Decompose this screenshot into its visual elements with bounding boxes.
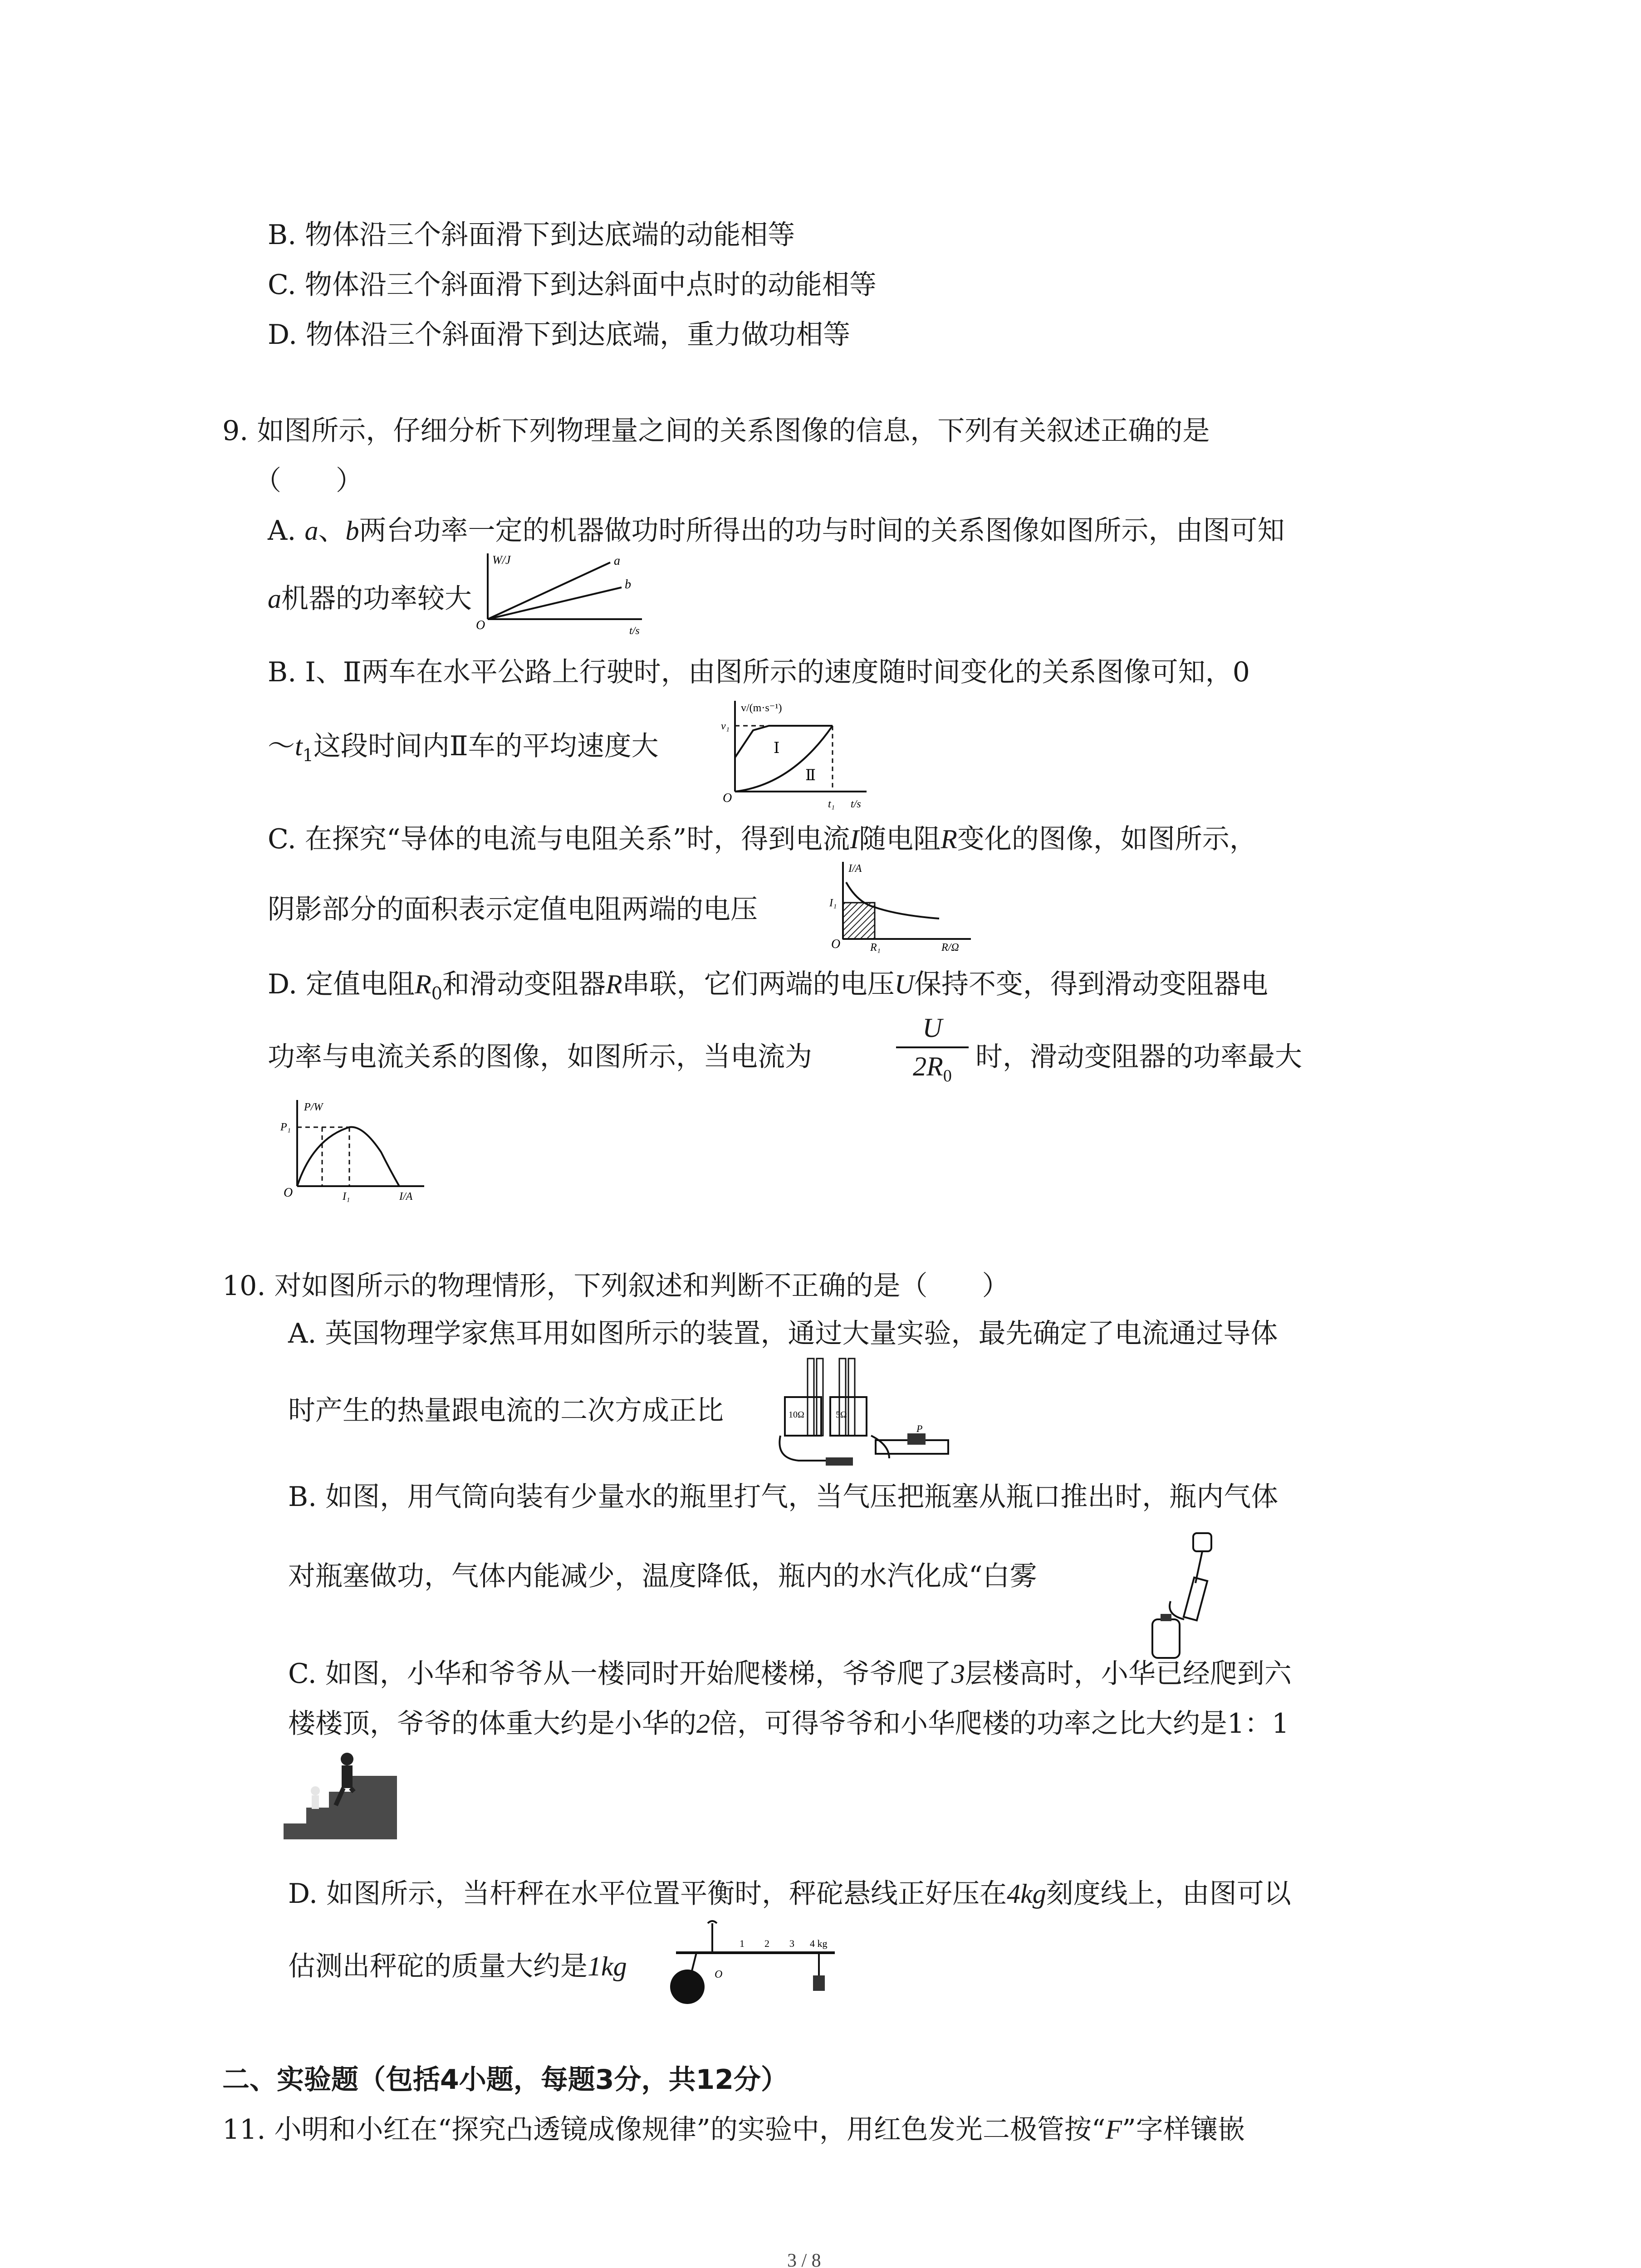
q9b-velocity-time-graph [715,699,869,810]
q9b-t1-label: t₁ [828,798,835,810]
joule-apparatus-image [771,1354,962,1467]
joule-resistor-10-label: 10Ω [789,1410,804,1420]
q9b-region-2-label: Ⅱ [805,767,816,784]
q9b-x-label: t/s [851,798,861,810]
steelyard-tick-4kg: 4 kg [810,1938,828,1949]
q10-option-d-line1: D. 如图所示，当杆秤在水平位置平衡时，秤砣悬线正好压在4kg刻度线上，由图可以 [288,1878,1291,1910]
q9a-line-a-label: a [614,554,620,568]
q9b-origin-label: O [723,791,732,805]
steelyard-tick-1: 1 [740,1938,745,1949]
q9c-x-label: R/Ω [941,942,959,953]
q9d-power-current-graph [277,1098,431,1202]
stair-climbing-image [284,1751,397,1842]
q8-option-d: D. 物体沿三个斜面滑下到达底端，重力做功相等 [268,319,851,351]
q9-option-a-line1: A. a、b两台功率一定的机器做功时所得出的功与时间的关系图像如图所示，由图可知 [268,515,1285,547]
q9-option-b-line1: B. Ⅰ、Ⅱ两车在水平公路上行驶时，由图所示的速度随时间变化的关系图像可知，0 [268,656,1250,688]
q9a-y-label: W/J [492,553,511,567]
q9b-v1-label: v₁ [721,720,730,732]
q9c-y-label: I/A [848,863,862,875]
q9d-y-label: P/W [304,1101,323,1113]
q9-option-d-line2b: 时，滑动变阻器的功率最大 [975,1041,1302,1073]
q9c-current-resistance-graph [826,857,975,955]
q8-option-b: B. 物体沿三个斜面滑下到达底端的动能相等 [268,219,795,251]
section-2-heading: 二、实验题（包括4小题，每题3分，共12分） [222,2064,788,2096]
q9d-x-label: I/A [399,1191,413,1202]
q9c-r1-label: R₁ [870,942,881,953]
q9-option-c-line2: 阴影部分的面积表示定值电阻两端的电压 [268,894,758,925]
q9a-origin-label: O [476,618,485,632]
steelyard-tick-2: 2 [764,1938,769,1949]
q9d-fraction: U $2R_0$ [896,1012,969,1086]
q9c-shaded-area [843,903,875,939]
q10-option-a-line2: 时产生的热量跟电流的二次方成正比 [288,1395,724,1427]
q10-option-c-line2: 楼楼顶，爷爷的体重大约是小华的2倍，可得爷爷和小华爬楼的功率之比大约是1：1 [288,1708,1289,1740]
q9b-y-label: v/(m·s⁻¹) [741,702,782,714]
q10-option-b-line1: B. 如图，用气筒向装有少量水的瓶里打气，当气压把瓶塞从瓶口推出时，瓶内气体 [288,1481,1279,1513]
q10-stem: 10. 对如图所示的物理情形，下列叙述和判断不正确的是（ ） [222,1270,1009,1302]
q9a-work-time-graph [474,551,656,635]
q9-answer-paren: （ ） [254,465,363,497]
q9-stem: 9. 如图所示，仔细分析下列物理量之间的关系图像的信息，下列有关叙述正确的是 [222,415,1210,447]
q9d-i1-label: I₁ [343,1191,350,1202]
q9-option-a-line2: a机器的功率较大 [268,583,472,615]
joule-slider-label: P [916,1423,923,1434]
bottle-pump-image [1139,1529,1248,1660]
q10-option-d-line2: 估测出秤砣的质量大约是1kg [288,1950,627,1982]
steelyard-pivot-label: O [715,1969,723,1980]
q9a-line-b-label: b [625,577,631,591]
q10-option-c-line1: C. 如图，小华和爷爷从一楼同时开始爬楼梯，爷爷爬了3层楼高时，小华已经爬到六 [288,1658,1292,1690]
q9-option-b-line2: $\sim t_1$这段时间内Ⅱ车的平均速度大 [268,730,659,765]
q9c-i1-label: I₁ [829,897,837,909]
q9-option-d-line1: D. 定值电阻$R_0$和滑动变阻器R串联，它们两端的电压U保持不变，得到滑动变阻器电 [268,968,1268,1003]
steelyard-image [671,1919,844,2009]
q10-option-a-line1: A. 英国物理学家焦耳用如图所示的装置，通过大量实验，最先确定了电流通过导体 [288,1318,1278,1349]
q8-option-c: C. 物体沿三个斜面滑下到达斜面中点时的动能相等 [268,269,877,301]
q9a-x-label: t/s [629,625,640,637]
steelyard-tick-3: 3 [789,1938,794,1949]
q9d-p1-label: P₁ [280,1121,291,1133]
q9c-origin-label: O [831,937,841,951]
q9-option-d-line2a: 功率与电流关系的图像，如图所示，当电流为 [268,1041,812,1073]
q10-option-b-line2: 对瓶塞做功，气体内能减少，温度降低，瓶内的水汽化成“白雾 [288,1560,1037,1592]
joule-resistor-5-label: 5Ω [836,1410,847,1420]
q9d-origin-label: O [284,1186,293,1200]
q11-line1: 11. 小明和小红在“探究凸透镜成像规律”的实验中，用红色发光二极管按“F”字样镶嵌 [222,2114,1245,2146]
page-number: 3 / 8 [787,2250,821,2268]
q9b-region-1-label: Ⅰ [774,740,780,757]
q9-option-c-line1: C. 在探究“导体的电流与电阻关系”时，得到电流I随电阻R变化的图像，如图所示， [268,823,1257,855]
